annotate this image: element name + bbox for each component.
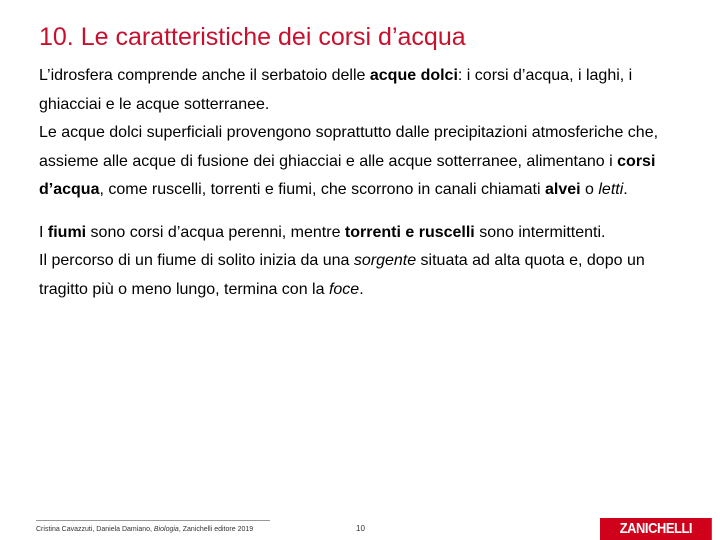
- paragraph-gap: [39, 205, 679, 219]
- slide-body: [39, 62, 679, 304]
- term-torrenti-ruscelli: torrenti e ruscelli: [344, 223, 475, 241]
- term-sorgente: sorgente: [353, 252, 417, 269]
- footer-credits: Cristina Cavazzuti, Daniela Damiano, Biologia, Zanichelli editore 2019: [36, 526, 254, 533]
- paragraph-acque-dolci: L’idrosfera comprende anche il serbatoio delle acque dolci: i corsi d’acqua, i laghi, i ghiacciai e le acque sotterranee.: [39, 67, 633, 113]
- term-alvei: alvei: [544, 181, 581, 198]
- term-corsi-acqua: corsi d’acqua: [39, 152, 656, 198]
- term-fiumi: fiumi: [47, 223, 87, 241]
- term-acque-dolci: acque dolci: [369, 67, 458, 84]
- paragraph-corsi-acqua: Le acque dolci superficiali provengono soprattutto dalle precipitazioni atmosferiche che, assieme alle acque di fusione dei ghiacciai e alle acque sotterranee, alimentano i corsi d’acqua, come ruscelli, torrenti e fiumi, che scorrono in canali chiamati alvei o letti.: [39, 124, 659, 198]
- page-number: 10: [356, 524, 365, 533]
- paragraph-percorso-fiume: Il percorso di un fiume di solito inizia da una sorgente situata ad alta quota e, dopo un tragitto più o meno lungo, termina con la foce.: [39, 252, 645, 298]
- footer-divider: [36, 520, 270, 521]
- zanichelli-logo: ZANICHELLI: [600, 518, 712, 540]
- paragraph-fiumi: I fiumi sono corsi d’acqua perenni, mentre torrenti e ruscelli sono intermittenti.: [39, 223, 606, 241]
- term-letti: letti: [598, 181, 624, 198]
- term-foce: foce: [328, 280, 360, 298]
- slide-title: 10. Le caratteristiche dei corsi d’acqua: [39, 23, 466, 51]
